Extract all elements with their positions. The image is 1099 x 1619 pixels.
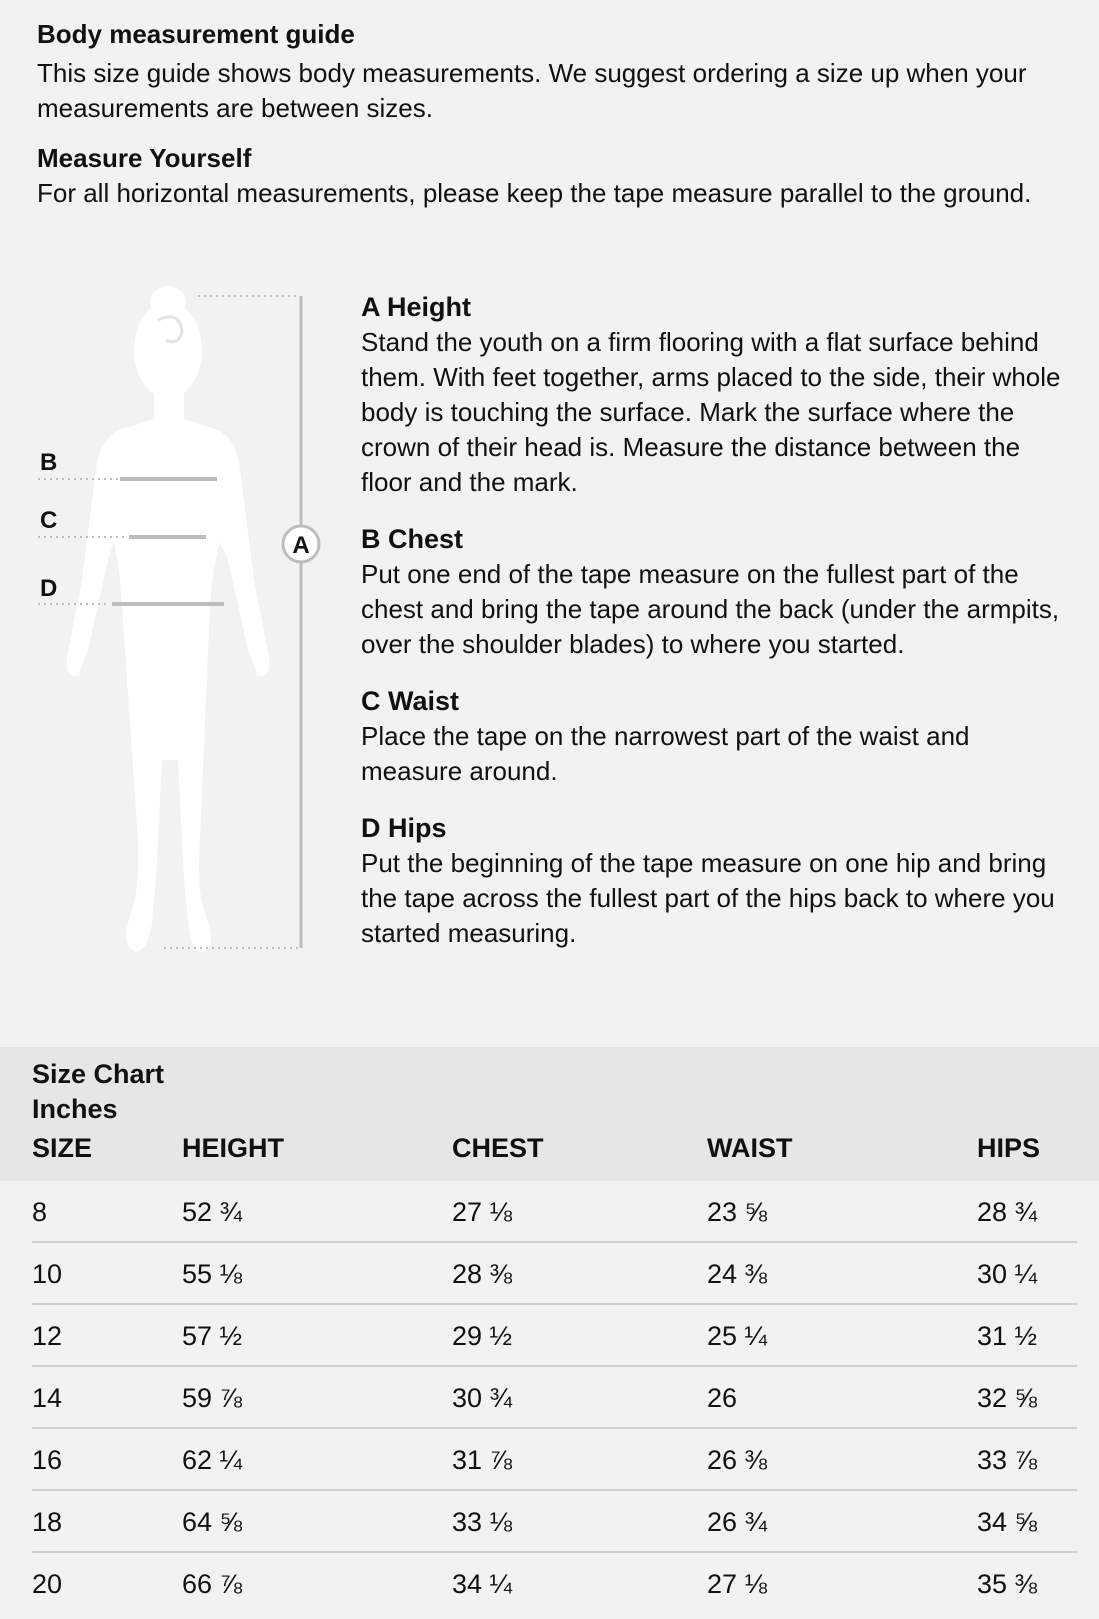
cell-size: 8	[32, 1197, 48, 1227]
table-row	[32, 1429, 1077, 1491]
size-chart-header	[0, 1047, 1099, 1181]
size-chart-title: Size Chart	[32, 1059, 165, 1089]
size-chart-unit: Inches	[32, 1094, 118, 1124]
cell-height: 52 ¾	[182, 1197, 243, 1227]
cell-height: 55 ⅛	[182, 1259, 243, 1289]
cell-chest: 30 ¾	[452, 1383, 513, 1413]
cell-height: 62 ¼	[182, 1445, 243, 1475]
guide-title: Body measurement guide	[37, 19, 355, 49]
cell-height: 59 ⅞	[182, 1383, 243, 1413]
cell-height: 57 ½	[182, 1321, 243, 1351]
cell-hips: 35 ⅜	[977, 1569, 1038, 1599]
step-text: Put the beginning of the tape measure on one hip and bring the tape across the fullest part of the hips back to where you started measuring.	[361, 848, 1055, 948]
step-text: Stand the youth on a firm flooring with a flat surface behind them. With feet together, arms placed to the side, their whole body is touching the surface. Mark the surface where the crown of their head is. Measure the distance between the floor and the mark.	[361, 327, 1061, 497]
label-b: B	[40, 449, 58, 476]
cell-waist: 27 ⅛	[707, 1569, 768, 1599]
table-row	[32, 1553, 1077, 1615]
body-silhouette	[30, 280, 350, 1000]
column-header-size: SIZE	[32, 1133, 93, 1163]
step-title: C Waist	[361, 686, 460, 716]
cell-height: 66 ⅞	[182, 1569, 243, 1599]
cell-waist: 23 ⅝	[707, 1197, 768, 1227]
table-row	[32, 1181, 1077, 1243]
step-chest	[361, 522, 1071, 662]
cell-chest: 28 ⅜	[452, 1259, 513, 1289]
label-c: C	[40, 507, 58, 534]
step-waist	[361, 684, 1071, 789]
step-text: Put one end of the tape measure on the fullest part of the chest and bring the tape around the back (under the armpits, over the shoulder blades) to where you started.	[361, 559, 1060, 659]
cell-chest: 29 ½	[452, 1321, 513, 1351]
cell-chest: 27 ⅛	[452, 1197, 513, 1227]
cell-hips: 31 ½	[977, 1321, 1038, 1351]
guide-intro-text: This size guide shows body measurements. We suggest ordering a size up when your measurements are between sizes.	[37, 58, 1027, 123]
measure-text: For all horizontal measurements, please keep the tape measure parallel to the ground.	[37, 178, 1032, 208]
step-title: B Chest	[361, 524, 464, 554]
cell-size: 18	[32, 1507, 63, 1537]
cell-size: 16	[32, 1445, 63, 1475]
size-chart	[0, 1047, 1099, 1619]
cell-height: 64 ⅝	[182, 1507, 243, 1537]
table-row	[32, 1305, 1077, 1367]
cell-hips: 30 ¼	[977, 1259, 1038, 1289]
cell-waist: 26 ¾	[707, 1507, 768, 1537]
cell-hips: 32 ⅝	[977, 1383, 1038, 1413]
cell-chest: 33 ⅛	[452, 1507, 513, 1537]
measurement-steps	[361, 290, 1071, 973]
table-row	[32, 1367, 1077, 1429]
body-figure	[30, 280, 350, 1000]
column-header-waist: WAIST	[707, 1133, 793, 1163]
table-row	[32, 1243, 1077, 1305]
cell-size: 10	[32, 1259, 63, 1289]
cell-hips: 34 ⅝	[977, 1507, 1038, 1537]
cell-waist: 26 ⅜	[707, 1445, 768, 1475]
step-title: D Hips	[361, 813, 447, 843]
label-d: D	[40, 575, 58, 602]
column-header-height: HEIGHT	[182, 1133, 285, 1163]
size-chart-rows	[0, 1181, 1099, 1615]
cell-waist: 25 ¼	[707, 1321, 768, 1351]
table-row	[32, 1491, 1077, 1553]
guide-intro	[37, 16, 1067, 211]
step-height	[361, 290, 1071, 500]
step-text: Place the tape on the narrowest part of the waist and measure around.	[361, 721, 970, 786]
cell-hips: 33 ⅞	[977, 1445, 1038, 1475]
step-title: A Height	[361, 292, 471, 322]
step-hips	[361, 811, 1071, 951]
cell-waist: 26	[707, 1383, 738, 1413]
cell-waist: 24 ⅜	[707, 1259, 768, 1289]
label-a: A	[292, 532, 310, 559]
column-header-chest: CHEST	[452, 1133, 544, 1163]
cell-size: 20	[32, 1569, 63, 1599]
column-header-hips: HIPS	[977, 1133, 1041, 1163]
measure-title: Measure Yourself	[37, 143, 252, 173]
cell-size: 12	[32, 1321, 63, 1351]
cell-chest: 31 ⅞	[452, 1445, 513, 1475]
cell-chest: 34 ¼	[452, 1569, 513, 1599]
cell-size: 14	[32, 1383, 63, 1413]
cell-hips: 28 ¾	[977, 1197, 1038, 1227]
